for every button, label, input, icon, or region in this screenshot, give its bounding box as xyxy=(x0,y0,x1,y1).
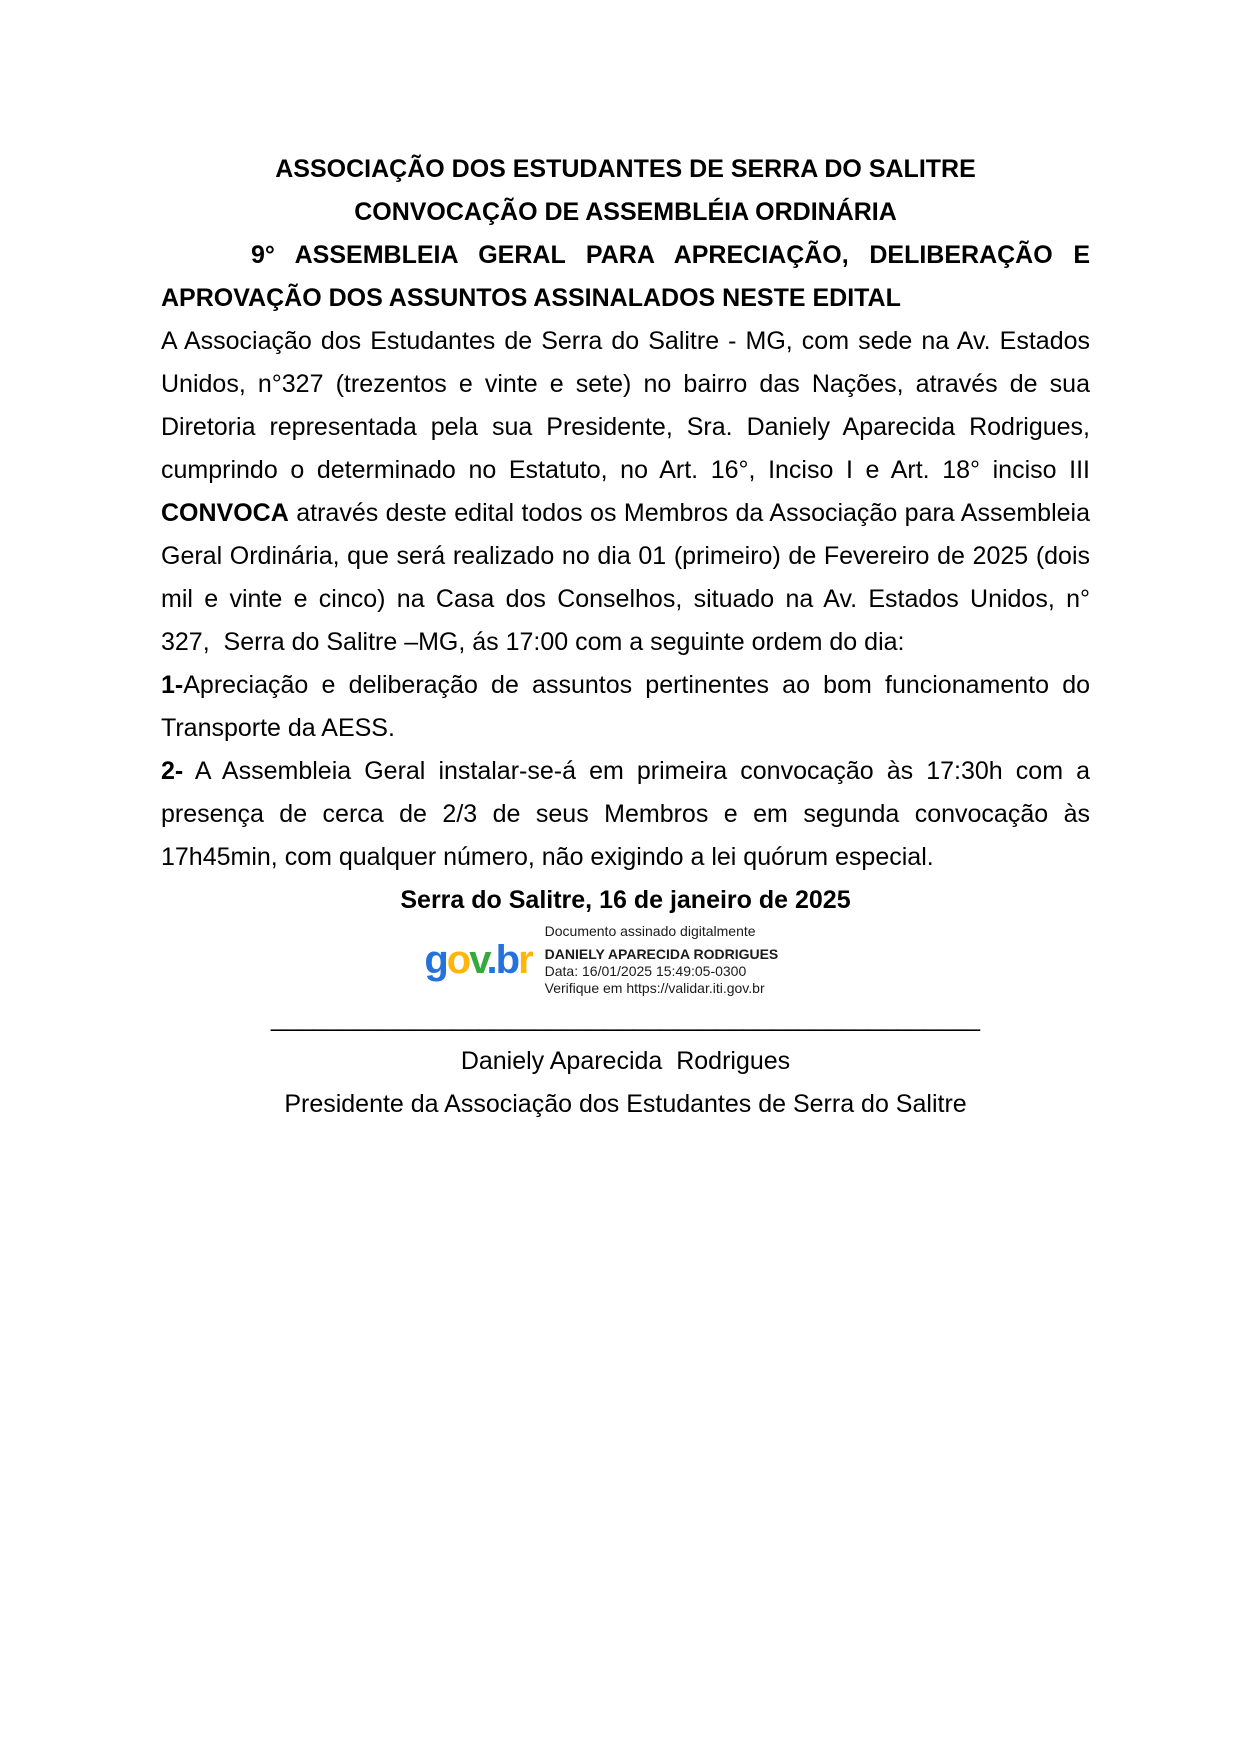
digital-signature-stamp xyxy=(161,923,1090,997)
govbr-logo-letter-r: r xyxy=(518,938,532,982)
date-line: Serra do Salitre, 16 de janeiro de 2025 xyxy=(400,886,851,914)
agenda-item-1-text: Apreciação e deliberação de assuntos pertinentes ao bom funcionamento do Transporte da AESS. xyxy=(161,671,1090,742)
intro-text-after: através deste edital todos os Membros da Associação para Assembleia Geral Ordinária, que será realizado no dia 01 (primeiro) de Fevereiro de 2025 (dois mil e vinte e cinco) na Casa dos Conselhos, situado na Av. Estados Unidos, n° 327, Serra do Salitre –MG, ás 17:00 com a seguinte ordem do dia: xyxy=(161,499,1090,656)
stamp-signed-date: Data: 16/01/2025 15:49:05-0300 xyxy=(544,963,747,979)
stamp-assertion: Documento assinado digitalmente xyxy=(544,923,756,939)
agenda-item-2-label: 2- xyxy=(161,757,184,785)
govbr-logo-letter-o: o xyxy=(446,938,470,982)
govbr-logo-letter-g: g xyxy=(424,938,447,982)
stamp-text-block xyxy=(545,923,827,997)
signer-title: Presidente da Associação dos Estudantes de Serra do Salitre xyxy=(284,1090,967,1118)
intro-paragraph xyxy=(161,320,1090,664)
agenda-item-2-text: A Assembleia Geral instalar-se-á em primeira convocação às 17:30h com a presença de cerca de 2/3 de seus Membros e em segunda convocação às 17h45min, com qualquer número, não exigindo a lei quórum especial. xyxy=(161,757,1090,871)
document-subtitle: CONVOCAÇÃO DE ASSEMBLÉIA ORDINÁRIA xyxy=(354,198,897,226)
intro-text-before: A Associação dos Estudantes de Serra do Salitre - MG, com sede na Av. Estados Unidos, n°327 (trezentos e vinte e sete) no bairro das Nações, através de sua Diretoria representada pela sua Presidente, Sra. Daniely Aparecida Rodrigues, cumprindo o determinado no Estatuto, no Art. 16°, Inciso I e Art. 18° inciso III xyxy=(161,327,1090,484)
agenda-item-1 xyxy=(161,664,1090,750)
stamp-signer-name: DANIELY APARECIDA RODRIGUES xyxy=(544,946,779,962)
govbr-logo-letter-b: b xyxy=(495,938,519,982)
govbr-logo xyxy=(424,940,531,980)
govbr-logo-letter-v: v xyxy=(469,938,487,982)
stamp-verify-url: Verifique em https://validar.iti.gov.br xyxy=(544,980,765,996)
govbr-logo-dot: . xyxy=(486,938,496,982)
agenda-item-2 xyxy=(161,750,1090,879)
agenda-item-1-label: 1- xyxy=(161,671,184,699)
document-title: ASSOCIAÇÃO DOS ESTUDANTES DE SERRA DO SALITRE xyxy=(275,155,976,183)
signature-line: ___________________________________________________ xyxy=(270,1004,981,1032)
document-heading: 9° ASSEMBLEIA GERAL PARA APRECIAÇÃO, DELIBERAÇÃO E APROVAÇÃO DOS ASSUNTOS ASSINALADOS NESTE EDITAL xyxy=(161,241,1090,312)
convoca-keyword: CONVOCA xyxy=(161,499,289,527)
signer-name: Daniely Aparecida Rodrigues xyxy=(460,1047,791,1075)
